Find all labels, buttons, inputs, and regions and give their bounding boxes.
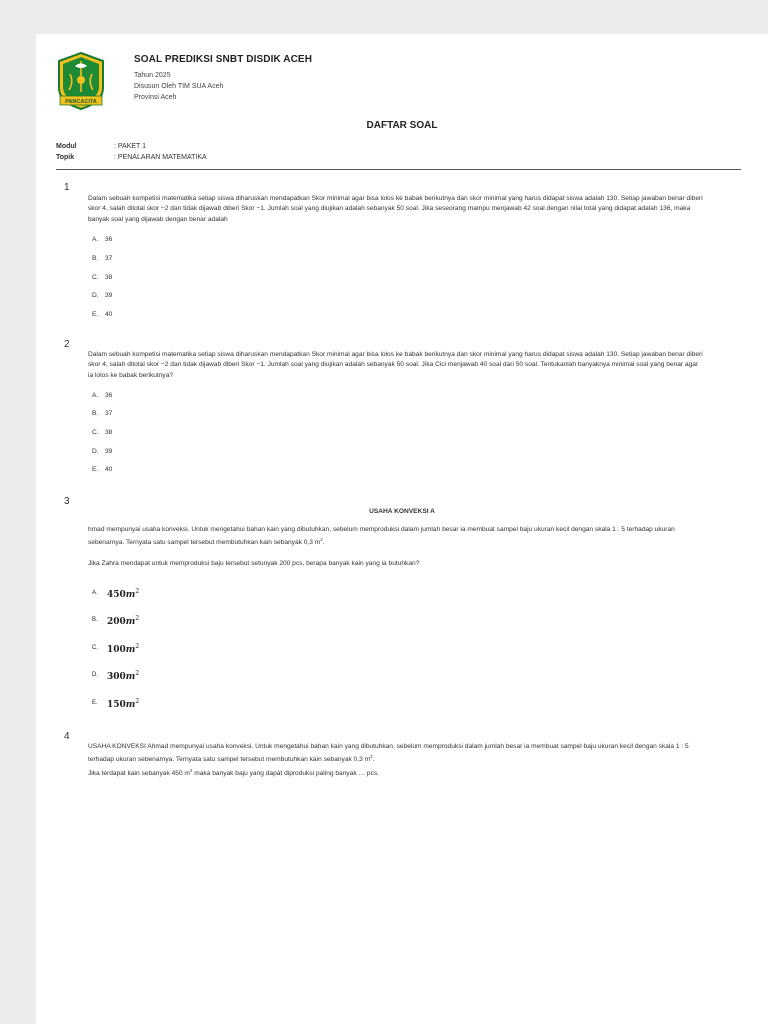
question-text: Dalam sebuah kompetisi matematika setiap siswa diharuskan mendapatkan Skor minimal agar bisa lolos ke babak berikutnya dan skor minimal yang harus didapat siswa adalah 130. Setiap jawaban benar diberi skor 4, salah ditotal skor −2 dan tidak dijawab diberi Skor −1. Jumlah soal yang diujikan adalah sebanyak 50 soal. Jika seseorang mampu menjawab 42 soal dengan nilai total yang didapat adalah 136, maka banyak soal yang dijawab dengan benar adalah xyxy=(88,195,703,223)
header-province: Provinsi Aceh xyxy=(134,94,177,101)
option-letter: B. xyxy=(92,410,99,417)
question-number: 3 xyxy=(64,496,70,507)
option-c[interactable] xyxy=(92,637,139,656)
option-unit: m xyxy=(125,617,136,627)
option-e[interactable] xyxy=(92,466,112,473)
option-c[interactable] xyxy=(92,429,112,436)
option-e[interactable] xyxy=(92,692,139,711)
question-prompt-end: maka banyak baju yang dapat diproduksi paling banyak … pcs. xyxy=(192,769,379,777)
option-d[interactable] xyxy=(92,292,112,299)
option-text: 36 xyxy=(105,236,113,243)
option-a[interactable] xyxy=(92,236,112,243)
header-year: Tahun 2025 xyxy=(134,72,171,79)
meta-modul-row xyxy=(56,143,456,154)
option-exponent: 2 xyxy=(135,643,140,650)
option-exponent: 2 xyxy=(135,588,140,595)
option-d[interactable] xyxy=(92,448,112,455)
option-text: 38 xyxy=(105,274,113,281)
option-text: 40 xyxy=(105,311,113,318)
option-letter: E. xyxy=(92,311,99,318)
document-header xyxy=(56,52,746,112)
option-letter: C. xyxy=(92,274,99,281)
option-letter: E. xyxy=(92,700,98,706)
option-a[interactable] xyxy=(92,392,112,399)
topik-value: : PENALARAN MATEMATIKA xyxy=(114,154,207,161)
option-value: 100 xyxy=(107,645,126,655)
question-text-part: USAHA KONVEKSI Ahmad mempunyai usaha konveksi. Untuk mengetahui bahan kain yang dibutuhkan, sebelum memproduksi dalam jumlah besar ia membuat sampel baju ukuran kecil dengan skala 1 : 5 terhadap ukuran sebenarnya. Ternyata satu sampel tersebut membutuhkan kain sebanyak 0,3 m xyxy=(88,743,689,764)
option-letter: D. xyxy=(92,448,99,455)
option-letter: D. xyxy=(92,292,99,299)
question-text-end: . xyxy=(372,756,375,764)
modul-label: Modul xyxy=(56,143,77,150)
option-d[interactable] xyxy=(92,664,139,683)
option-unit: m xyxy=(125,590,136,600)
option-e[interactable] xyxy=(92,311,112,318)
modul-value: : PAKET 1 xyxy=(114,143,147,150)
option-letter: B. xyxy=(92,255,99,262)
option-letter: C. xyxy=(92,645,98,651)
header-author: Disusun Oleh TIM SUA Aceh xyxy=(134,83,224,90)
option-letter: A. xyxy=(92,392,99,399)
superscript: 2 xyxy=(320,537,323,543)
question-text xyxy=(88,525,705,549)
option-unit: m xyxy=(125,645,136,655)
question-prompt: Jika Zahra mendapat untuk memproduksi baju tersebut setunyak 200 pcs, berapa banyak kain yang ia butuhkan? xyxy=(88,560,420,567)
question-number: 2 xyxy=(64,339,70,350)
option-text: 37 xyxy=(105,255,113,262)
option-value: 200 xyxy=(107,617,126,627)
option-text: 39 xyxy=(105,292,113,299)
header-divider xyxy=(56,169,741,170)
logo-banner-text: PANCACITA xyxy=(65,99,97,105)
question-prompt-start: Jika terdapat kain sebanyak 450 m xyxy=(88,769,190,777)
question-number: 4 xyxy=(64,731,70,742)
option-b[interactable] xyxy=(92,609,139,628)
question-text: Dalam sebuah kompetisi matematika setiap siswa diharuskan mendapatkan Skor minimal agar bisa lolos ke babak berikutnya dan skor minimal yang harus didapat siswa adalah 130. Setiap jawaban benar diberi skor 4, salah ditotal skor −2 dan tidak dijawab diberi Skor −1. Jumlah soal yang diujikan adalah sebanyak 50 soal. Jika Cici menjawab 40 soal dari 50 soal. Tentukanlah banyaknya minimal soal yang benar agar ia lolos ke babak berikutnya? xyxy=(88,351,703,379)
option-value: 300 xyxy=(107,672,126,682)
option-b[interactable] xyxy=(92,410,112,417)
header-title: SOAL PREDIKSI SNBT DISDIK ACEH xyxy=(134,54,313,65)
option-letter: D. xyxy=(92,672,98,678)
question-text-end: . xyxy=(322,539,325,547)
option-letter: A. xyxy=(92,236,99,243)
superscript: 2 xyxy=(370,754,373,760)
option-text: 36 xyxy=(105,392,113,399)
document-page xyxy=(36,34,768,1024)
option-letter: B. xyxy=(92,617,98,623)
option-letter: C. xyxy=(92,429,99,436)
topik-label: Topik xyxy=(56,154,75,161)
document-meta xyxy=(56,143,456,165)
option-exponent: 2 xyxy=(135,698,140,705)
option-text: 38 xyxy=(105,429,113,436)
option-text: 37 xyxy=(105,410,113,417)
option-text: 40 xyxy=(105,466,113,473)
document-title: DAFTAR SOAL xyxy=(366,120,438,131)
option-letter: A. xyxy=(92,590,98,596)
superscript: 2 xyxy=(189,767,193,773)
option-letter: E. xyxy=(92,466,99,473)
option-text: 39 xyxy=(105,448,113,455)
meta-topik-row xyxy=(56,154,456,165)
option-value: 150 xyxy=(107,700,126,710)
question-number: 1 xyxy=(64,182,70,193)
question-text-part: hmad mempunyai usaha konveksi. Untuk mengetahui bahan kain yang dibutuhkan, sebelum memproduksi dalam jumlah besar ia membuat sampel baju ukuran kecil dengan skala 1 : 5 terhadap ukuran sebenarnya. Ternyata satu sampel tersebut membutuhkan kain sebanyak 0,3 m xyxy=(88,526,675,547)
option-b[interactable] xyxy=(92,255,112,262)
option-value: 450 xyxy=(107,590,126,600)
question-subtitle: USAHA KONVEKSI A xyxy=(369,508,435,515)
option-a[interactable] xyxy=(92,582,139,601)
option-exponent: 2 xyxy=(135,670,140,677)
question-text xyxy=(88,742,705,779)
logo-banner xyxy=(56,96,106,105)
option-unit: m xyxy=(125,700,136,710)
option-unit: m xyxy=(125,672,136,682)
option-exponent: 2 xyxy=(135,615,140,622)
option-c[interactable] xyxy=(92,274,112,281)
